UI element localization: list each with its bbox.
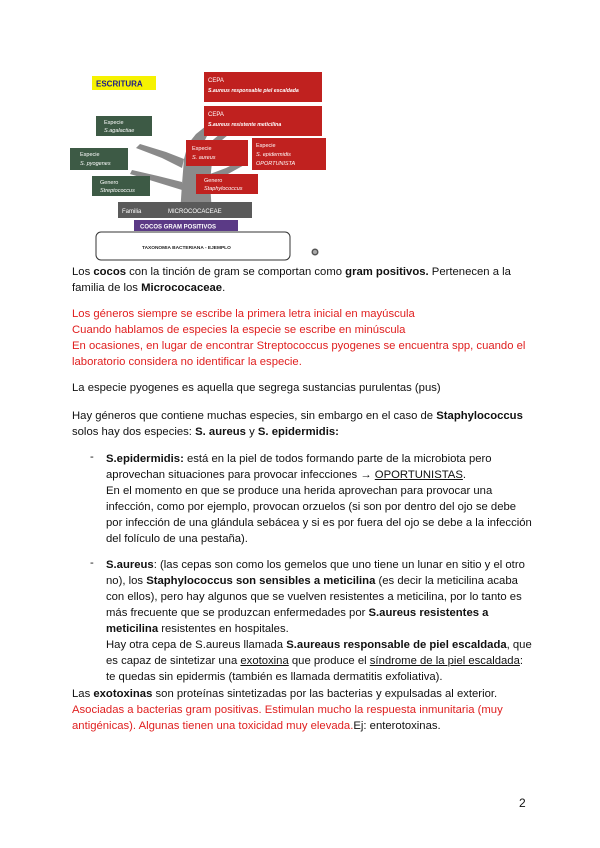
b2-line5b: resistentes en hospitales. [158,623,289,635]
especie-aureus-line1: Especie [192,146,212,152]
genero-staph-line1: Genero [204,178,223,184]
b2-line6c: , que [506,639,532,651]
b2-line6a: Hay otra cepa de S.aureus llamada [106,639,287,651]
b1-line2c: . [462,469,467,481]
globe-icon [312,249,319,256]
b2-title: S.aureus [106,559,154,571]
escritura-label: ESCRITURA [96,79,143,89]
generos-bold-staph: Staphylococcus [436,410,523,422]
b1-title: S.epidermidis: [106,453,184,465]
exo-text-a: Las [72,688,94,700]
especie-pyogenes-line1: Especie [80,152,100,158]
exo-text-c: son proteínas sintetizadas por las bacterias y expulsadas al exterior. [152,688,498,700]
p1-bold-gram: gram positivos. [345,266,429,278]
b2-line7e: : [519,655,524,667]
b2-exotoxina: exotoxina [240,655,289,667]
b2-line2a: no), los [106,575,147,587]
red-note-line: En ocasiones, en lugar de encontrar Streptococcus pyogenes se encuentra spp, cuando el [72,340,526,352]
b2-line7a: es capaz de sintetizar una [106,655,241,667]
page-number: 2 [519,796,526,810]
pyogenes-text: La especie pyogenes es aquella que segrega sustancias purulentas (pus) [72,382,441,394]
generos-bold-aureus: S. aureus [195,426,246,438]
especie-epidermidis-line2: S. epidermidis [256,152,291,158]
p1-text-a: Los [72,266,94,278]
red-note-line: laboratorio considera no identificar la especie. [72,356,302,368]
cepa-1-line2: S.aureus responsable piel escaldada [208,88,299,94]
red-notes [72,306,542,370]
b2-line7c: que produce el [288,655,370,667]
generos-text-e: y [245,426,258,438]
b2-line5a: meticilina [106,623,159,635]
familia-label: Familia [122,209,142,215]
especie-aureus-box [186,140,248,166]
b1-line4: infección, como por ejemplo, provocan orzuelos (si son por dentro del ojo se debe [106,501,517,513]
b2-line2c: (es decir la meticilina acaba [375,575,518,587]
b2-line1: : (las cepas son como los gemelos que uno tiene un lunar en sitio y el otro [153,559,525,571]
p1-bold-micrococaceae: Micrococaceae [141,282,223,294]
p1-bold-cocos: cocos [93,266,127,278]
cepa-1-line1: CEPA [208,78,224,84]
bullet-dash-2: - [90,557,94,569]
p1-text-f: familia de los [72,282,142,294]
p1-text-e: Pertenecen a la [428,266,511,278]
especie-epidermidis-line3: OPORTUNISTA [256,161,296,167]
especie-pyogenes-line2: S. pyogenes [80,161,111,167]
genero-strep-line1: Genero [100,180,119,186]
especie-agalactiae-line1: Especie [104,120,124,126]
generos-bold-epidermidis: S. epidermidis: [257,426,339,438]
red-note-line: Cuando hablamos de especies la especie se escribe en minúscula [72,324,406,336]
taxonomy-tree-diagram [70,64,340,264]
especie-agalactiae-line2: S.agalactiae [104,128,135,134]
familia-value: MICROCOCACEAE [168,209,222,215]
paragraph-cocos [72,264,532,296]
b2-line8: te quedas sin epidermis (también es llamada dermatitis exfoliativa). [106,671,443,683]
exo-red-line2: antigénicas). Algunas tienen una toxicidad muy elevada. [72,720,354,732]
especie-aureus-line2: S. aureus [192,155,216,161]
genero-staph-line2: Staphylococcus [204,186,243,192]
generos-text-a: Hay géneros que contiene muchas especies, sin embargo en el caso de [72,410,437,422]
bullet-aureus [106,557,536,685]
taxonomy-figure [70,64,340,264]
cepa-2-line1: CEPA [208,112,224,118]
b1-line6: del folículo de una pestaña). [106,533,248,545]
b2-line4b: S.aureus resistentes a [368,607,489,619]
red-note-line: Los géneros siempre se escribe la primera letra inicial en mayúscula [72,308,415,320]
paragraph-generos [72,408,542,440]
b2-line4a: más frecuente que se produzcan enfermedades por [106,607,369,619]
b2-line6b: S.aureaus responsable de piel escaldada [286,639,507,651]
b2-line2b: Staphylococcus son sensibles a meticilina [146,575,376,587]
especie-epidermidis-line1: Especie [256,143,276,149]
b2-line3: con ellos), pero hay algunos que se vuelven resistentes a meticilina, por lo tanto es [106,591,522,603]
cepa-2-line2: S.aureus resistente meticilina [208,122,282,128]
cepa-piel-escaldada-box [204,72,322,102]
p1-text-c: con la tinción de gram se comportan como [126,266,346,278]
b1-line5: por infección de una glándula sebácea y si es por fuera del ojo se debe a la infección [106,517,532,529]
paragraph-exotoxinas [72,686,542,734]
exo-bold: exotoxinas [93,688,153,700]
b2-sindrome: síndrome de la piel escaldada [369,655,520,667]
b1-line3: En el momento en que se produce una herida aprovechan para provocar una [106,485,493,497]
taxonomia-label: TAXONOMIA BACTERIANA - EJEMPLO [142,246,231,251]
paragraph-pyogenes [72,380,542,396]
cepa-meticilina-box [204,106,322,136]
bullet-dash-1: - [90,451,94,463]
bullet-epidermidis [106,451,536,547]
p1-text-h: . [222,282,226,294]
cocos-label: COCOS GRAM POSITIVOS [140,224,217,231]
b1-line1: está en la piel de todos formando parte de la microbiota pero [183,453,492,465]
arrow-right-icon: → [360,469,372,481]
generos-text-c: solos hay dos especies: [72,426,196,438]
exo-red-line1: Asociadas a bacterias gram positivas. Estimulan mucho la respuesta inmunitaria (muy [72,704,503,716]
b1-oportunistas: OPORTUNISTAS [374,469,463,481]
genero-strep-line2: Streptococcus [100,188,135,194]
b1-line2a: aprovechan situaciones para provocar infecciones [106,469,361,481]
exo-end: Ej: enterotoxinas. [353,720,441,732]
